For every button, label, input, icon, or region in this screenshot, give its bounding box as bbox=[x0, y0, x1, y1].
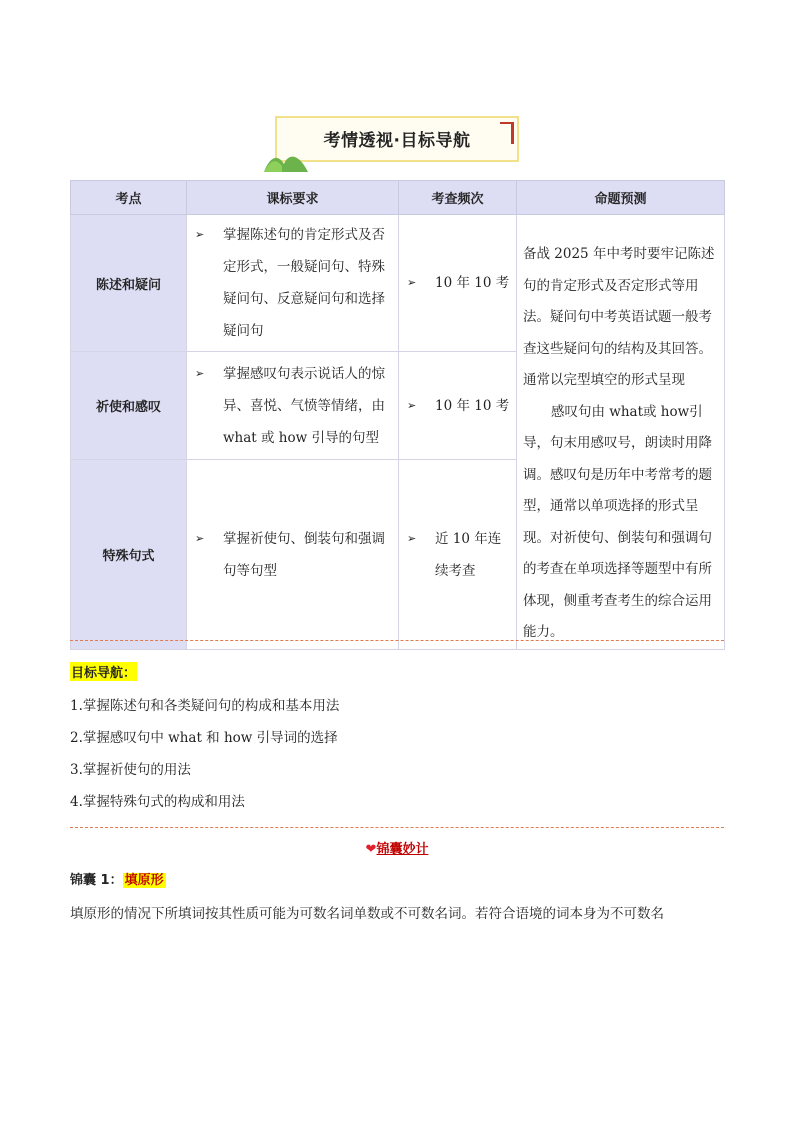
exam-overview-table bbox=[70, 180, 725, 650]
prediction-cell bbox=[517, 215, 725, 650]
prediction-paragraph-1: 备战 2025 年中考时要牢记陈述句的肯定形式及否定形式等用法。疑问句中考英语试题一般考查这些疑问句的结构及其回答。通常以完型填空的形式呈现 bbox=[523, 246, 715, 389]
banner-decoration-bar bbox=[500, 122, 514, 124]
header-frequency: 考查频次 bbox=[399, 181, 517, 215]
frequency-text: 10 年 10 考 bbox=[435, 275, 510, 291]
table-header-row bbox=[71, 181, 725, 215]
arrow-bullet-icon: ➢ bbox=[407, 398, 417, 412]
dashed-divider bbox=[70, 827, 724, 828]
requirement-text: 掌握陈述句的肯定形式及否定形式，一般疑问句、特殊疑问句、反意疑问句和选择疑问句 bbox=[223, 227, 385, 339]
tip-1-paragraph: 填原形的情况下所填词按其性质可能为可数名词单数或不可数名词。若符合语境的词本身为不可数名 bbox=[70, 906, 664, 922]
header-prediction: 命题预测 bbox=[517, 181, 725, 215]
tip-1-title: 填原形 bbox=[124, 873, 164, 888]
hills-icon bbox=[262, 150, 312, 172]
banner-title: 考情透视·目标导航 bbox=[323, 131, 471, 151]
prediction-paragraph-2: 感叹句由 what或 how引导，句末用感叹号，朗读时用降调。感叹句是历年中考常考的题型，通常以单项选择的形式呈现。对祈使句、倒装句和强调句的考查在单项选择等题型中有所体现，侧重考查考生的综合运用能力。 bbox=[523, 403, 712, 641]
frequency-cell bbox=[399, 352, 517, 460]
goals-title: 目标导航： bbox=[70, 662, 137, 681]
requirement-cell bbox=[187, 215, 399, 352]
goal-item: 2.掌握感叹句中 what 和 how 引导词的选择 bbox=[70, 730, 338, 746]
tip-1-heading: 锦囊 1： 填原形 bbox=[70, 873, 164, 888]
frequency-cell bbox=[399, 215, 517, 352]
requirement-text: 掌握感叹句表示说话人的惊异、喜悦、气愤等情绪，由 what 或 how 引导的句型 bbox=[223, 365, 385, 446]
frequency-text: 10 年 10 考 bbox=[435, 397, 510, 414]
arrow-bullet-icon: ➢ bbox=[195, 531, 205, 545]
requirement-cell bbox=[187, 352, 399, 460]
arrow-bullet-icon: ➢ bbox=[407, 276, 417, 289]
goal-item: 3.掌握祈使句的用法 bbox=[70, 762, 191, 778]
topic-cell: 陈述和疑问 bbox=[71, 215, 187, 352]
frequency-text: 近 10 年连续考查 bbox=[435, 530, 502, 579]
arrow-bullet-icon: ➢ bbox=[195, 366, 205, 380]
header-requirement: 课标要求 bbox=[187, 181, 399, 215]
topic-cell: 祈使和感叹 bbox=[71, 352, 187, 460]
frequency-cell bbox=[399, 460, 517, 650]
heart-icon: ❤ bbox=[365, 842, 377, 857]
table-row bbox=[71, 215, 725, 352]
arrow-bullet-icon: ➢ bbox=[407, 531, 417, 545]
requirement-text: 掌握祈使句、倒装句和强调句等句型 bbox=[223, 530, 385, 579]
topic-cell: 特殊句式 bbox=[71, 460, 187, 650]
arrow-bullet-icon: ➢ bbox=[195, 228, 205, 241]
requirement-cell bbox=[187, 460, 399, 650]
dashed-divider bbox=[70, 640, 724, 641]
tips-heading: ❤锦囊妙计 bbox=[365, 842, 429, 857]
goal-item: 1.掌握陈述句和各类疑问句的构成和基本用法 bbox=[70, 698, 340, 714]
header-topic: 考点 bbox=[71, 181, 187, 215]
goal-item: 4.掌握特殊句式的构成和用法 bbox=[70, 794, 245, 810]
